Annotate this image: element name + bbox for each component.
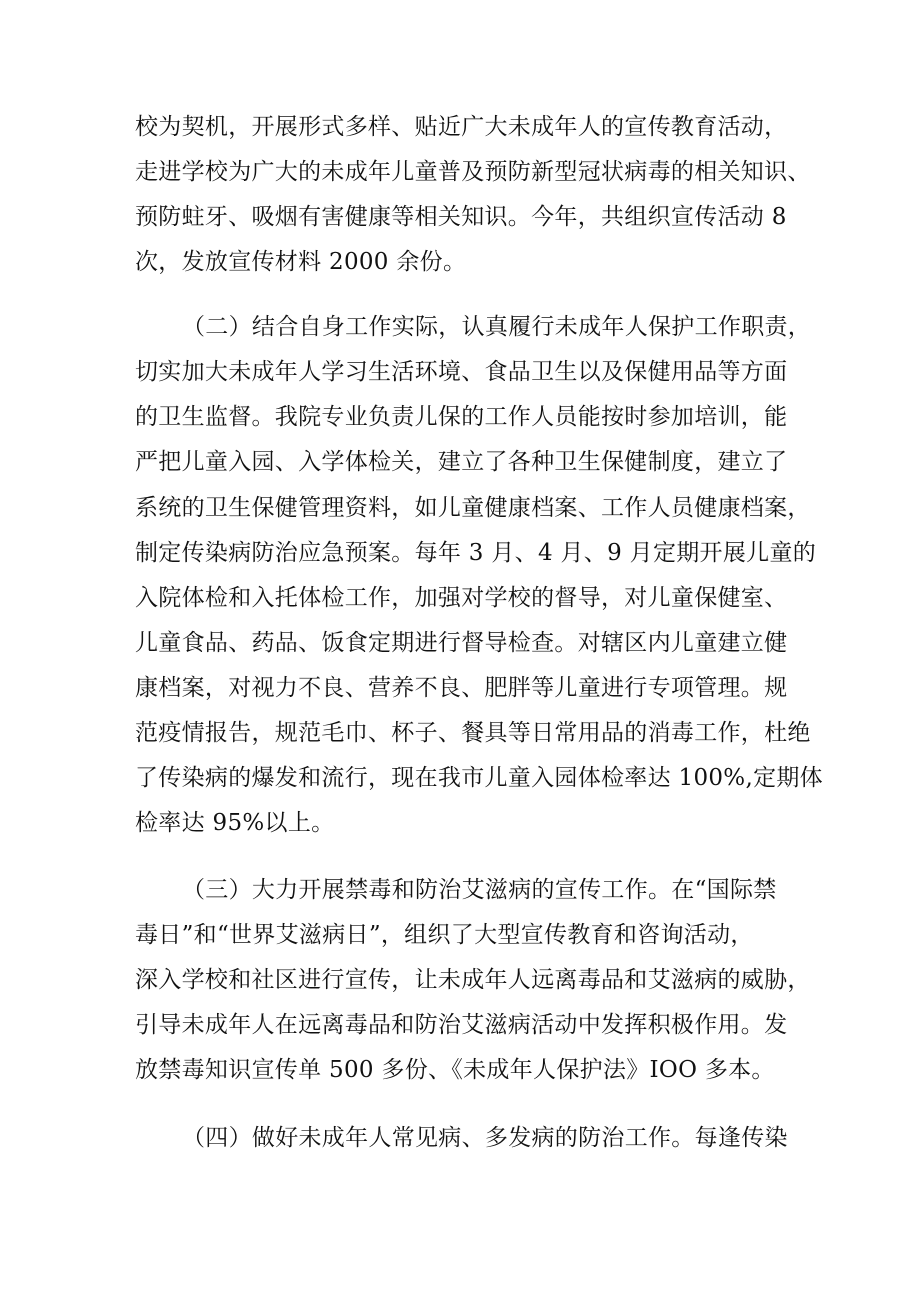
paragraph-2-first-line: （二）结合自身工作实际，认真履行未成年人保护工作职责， <box>182 314 812 340</box>
text-line: 次，发放宣传材料 2000 余份。 <box>135 249 467 275</box>
text-line: 检率达 95%以上。 <box>135 810 335 836</box>
text-line: 制定传染病防治应急预案。每年 3 月、4 月、9 月定期开展儿童的 <box>135 540 817 566</box>
text-line: 的卫生监督。我院专业负责儿保的工作人员能按时参加培训，能 <box>135 404 788 430</box>
text-line: 了传染病的爆发和流行，现在我市儿童入园体检率达 100%,定期体 <box>135 765 823 791</box>
text-line: 深入学校和社区进行宣传，让未成年人远离毒品和艾滋病的威胁， <box>135 967 811 993</box>
text-line: 放禁毒知识宣传单 500 多份、《未成年人保护法》IOO 多本。 <box>135 1057 775 1083</box>
text-line: 系统的卫生保健管理资料，如儿童健康档案、工作人员健康档案， <box>135 495 811 521</box>
text-line: 入院体检和入托体检工作，加强对学校的督导，对儿童保健室、 <box>135 585 788 611</box>
text-line: 切实加大未成年人学习生活环境、食品卫生以及保健用品等方面 <box>135 359 788 385</box>
text-line: 校为契机，开展形式多样、贴近广大未成年人的宣传教育活动， <box>135 114 788 140</box>
text-line: 预防蛀牙、吸烟有害健康等相关知识。今年，共组织宣传活动 8 <box>135 204 787 230</box>
text-line: 引导未成年人在远离毒品和防治艾滋病活动中发挥积极作用。发 <box>135 1012 788 1038</box>
text-line: 儿童食品、药品、饭食定期进行督导检查。对辖区内儿童建立健 <box>135 630 788 656</box>
text-line: 毒日”和“世界艾滋病日”，组织了大型宣传教育和咨询活动， <box>135 922 754 948</box>
paragraph-3-first-line: （三）大力开展禁毒和防治艾滋病的宣传工作。在“国际禁 <box>182 877 777 903</box>
text-line: 严把儿童入园、入学体检关，建立了各种卫生保健制度，建立了 <box>135 449 788 475</box>
text-line: 康档案，对视力不良、营养不良、肥胖等儿童进行专项管理。规 <box>135 675 788 701</box>
text-line: 范疫情报告，规范毛巾、杯子、餐具等日常用品的消毒工作，杜绝 <box>135 720 811 746</box>
text-line: 走进学校为广大的未成年儿童普及预防新型冠状病毒的相关知识、 <box>135 159 811 185</box>
paragraph-4-first-line: （四）做好未成年人常见病、多发病的防治工作。每逢传染 <box>182 1125 788 1151</box>
